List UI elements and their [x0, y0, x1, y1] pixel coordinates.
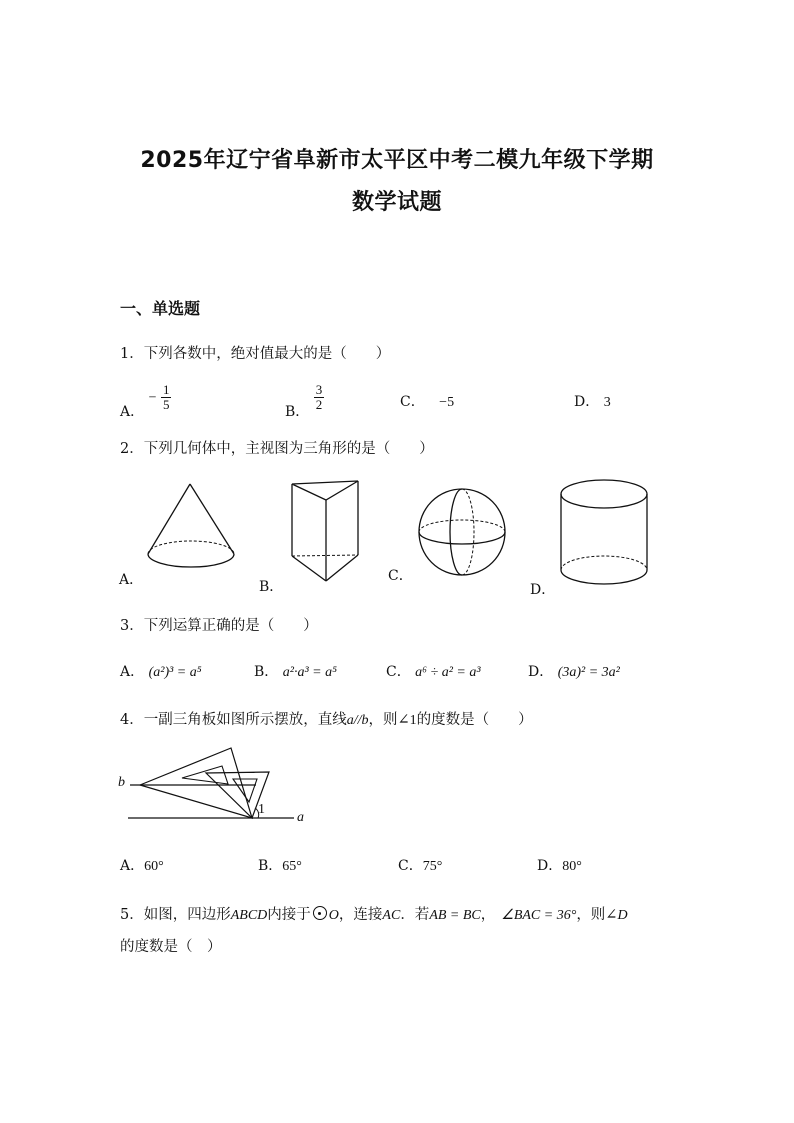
q3-option-c-expression: a⁶ ÷ a² = a³: [415, 665, 481, 680]
q2-option-d-label: D．: [530, 582, 556, 598]
set-square-30-60-inner: [182, 766, 228, 784]
q4-option-b-value: 65°: [282, 859, 302, 874]
section-heading: 一、单选题: [120, 299, 201, 318]
q3-option-d: [528, 661, 620, 681]
q4-option-a-label: A．: [120, 858, 145, 874]
q1-option-b-fraction: [314, 383, 325, 412]
question-4-stem: [120, 708, 533, 729]
set-square-45-inner: [233, 779, 257, 802]
q3-option-d-expression: (3a)² = 3a²: [557, 665, 620, 680]
question-2-stem: 2．下列几何体中，主视图为三角形的是（ ）: [120, 441, 434, 457]
q5-stem-abcd: ABCD: [230, 908, 268, 923]
cone-figure: [140, 482, 240, 582]
q4-stem-pre: 4．一副三角板如图所示摆放，直线: [120, 712, 347, 728]
q5-stem-t1: 内接于: [267, 907, 311, 923]
q3-option-b: [254, 661, 337, 681]
q3-option-b-label: B．: [254, 664, 279, 680]
q4-option-c-label: C．: [398, 858, 423, 874]
q1-option-a-label: A．: [120, 403, 145, 420]
q4-stem-mid: ，则∠: [368, 712, 410, 728]
q1-option-c: [400, 391, 454, 411]
q4-option-d-label: D．: [537, 858, 563, 874]
q1-option-b-denominator: 2: [315, 397, 323, 412]
q1-option-c-label: C．: [400, 394, 425, 410]
q5-stem-t5: ，则∠: [576, 907, 618, 923]
q4-option-a-value: 60°: [144, 859, 164, 874]
q4-stem-angle: 1: [409, 713, 417, 728]
q4-option-a: [120, 855, 164, 875]
figure-label-a: a: [297, 810, 304, 825]
q1-option-a-sign: −: [148, 390, 157, 406]
q5-stem-t3: ．若: [400, 907, 430, 923]
q1-option-b-numerator: 3: [315, 382, 323, 397]
q5-stem-d: D: [617, 908, 628, 923]
q5-stem-t2: ，连接: [338, 907, 383, 923]
q4-stem-post: 的度数是（ ）: [416, 712, 533, 728]
q4-stem-parallel: a//b: [346, 713, 369, 728]
q1-option-a: [120, 382, 171, 420]
q5-stem-o: O: [328, 908, 339, 923]
q2-option-c-label: C．: [388, 568, 413, 584]
q4-option-c-value: 75°: [422, 859, 443, 874]
question-5-stem: [120, 903, 628, 924]
q4-option-b-label: B．: [258, 858, 283, 874]
question-3-stem: 3．下列运算正确的是（ ）: [120, 618, 318, 634]
triangular-prism-figure: [288, 478, 363, 588]
figure-label-b: b: [118, 775, 125, 790]
page-subtitle: 数学试题: [351, 190, 442, 215]
q2-option-a-label: A．: [119, 572, 144, 588]
q4-option-d-value: 80°: [562, 859, 582, 874]
q1-option-a-numerator: 1: [162, 382, 170, 397]
q5-stem-t4: ，: [480, 907, 496, 923]
page-title: 2025年辽宁省阜新市太平区中考二模九年级下学期: [140, 148, 654, 173]
q3-option-b-expression: a²·a³ = a⁵: [282, 665, 337, 680]
q3-option-a-label: A．: [120, 664, 145, 680]
sphere-figure: [416, 487, 508, 579]
circle-dot-icon: [313, 906, 327, 920]
q1-option-d-label: D．: [574, 394, 600, 410]
q2-option-b-label: B．: [259, 579, 284, 595]
cylinder-figure: [558, 477, 650, 589]
q1-option-d: [574, 391, 611, 411]
q1-option-d-value: 3: [603, 395, 611, 410]
q3-option-d-label: D．: [528, 664, 554, 680]
question-1-stem: 1．下列各数中，绝对值最大的是（ ）: [120, 346, 391, 362]
q1-option-b-label: B．: [285, 403, 310, 420]
q4-option-b: [258, 855, 302, 875]
q1-option-a-fraction: [161, 383, 172, 412]
q1-option-b: [285, 382, 324, 420]
q5-stem-eq1: AB = BC: [429, 908, 481, 923]
q1-option-c-value: −5: [439, 395, 455, 410]
q3-option-a: [120, 661, 202, 681]
question-5-stem-line2: 的度数是（ ）: [120, 939, 222, 955]
q5-stem-pre: 5．如图，四边形: [120, 907, 231, 923]
q1-option-a-denominator: 5: [162, 397, 170, 412]
q4-option-c: [398, 855, 442, 875]
q5-stem-ac: AC: [382, 908, 401, 923]
q3-option-a-expression: (a²)³ = a⁵: [148, 665, 202, 680]
figure-label-angle-1: 1: [258, 802, 265, 817]
set-square-figure: [116, 745, 316, 835]
q5-stem-eq2: ∠BAC = 36°: [501, 908, 577, 923]
q3-option-c: [386, 661, 481, 681]
q3-option-c-label: C．: [386, 664, 411, 680]
q4-option-d: [537, 855, 582, 875]
